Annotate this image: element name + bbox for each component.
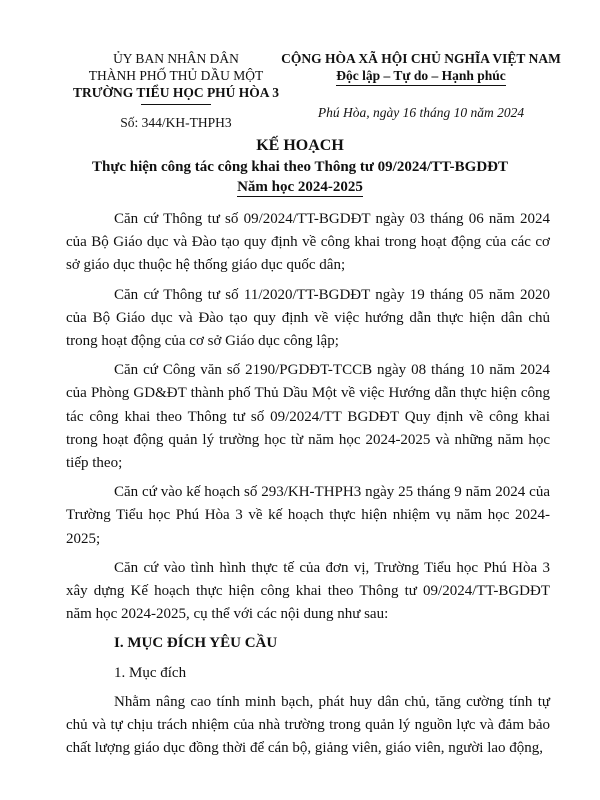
purpose-paragraph: Nhằm nâng cao tính minh bạch, phát huy dân chủ, tăng cường tính tự chủ và tự chịu trách nhiệm của nhà trường trong quản lý nguồn lực và đảm bảo chất lượng giáo dục đồng thời để cán bộ, giảng viên, giáo viên, người lao động, (66, 693, 550, 757)
document-title (40, 136, 560, 197)
legal-basis-paragraph: Căn cứ vào tình hình thực tế của đơn vị, Trường Tiểu học Phú Hòa 3 xây dựng Kế hoạch thực hiện công khai theo Thông tư 09/2024/TT-BGDĐT năm học 2024-2025, cụ thể với các nội dung như sau: (66, 559, 550, 623)
legal-basis-paragraph: Căn cứ vào kế hoạch số 293/KH-THPH3 ngày 25 tháng 9 năm 2024 của Trường Tiểu học Phú Hòa 3 về kế hoạch thực hiện nhiệm vụ năm học 2024-2025; (66, 484, 550, 547)
national-motto: Độc lập – Tự do – Hạnh phúc (336, 67, 506, 86)
legal-basis-paragraph: Căn cứ Thông tư số 09/2024/TT-BGDĐT ngày 03 tháng 06 năm 2024 của Bộ Giáo dục và Đào tạo quy định về công khai trong hoạt động của các cơ sở giáo dục thuộc hệ thống giáo dục quốc dân; (66, 211, 550, 274)
authority-line-2: THÀNH PHỐ THỦ DẦU MỘT (88, 68, 264, 83)
authority-line-1: ỦY BAN NHÂN DÂN (113, 51, 239, 66)
title-line-1: KẾ HOẠCH (256, 137, 344, 154)
document-number: Số: 344/KH-THPH3 (120, 115, 232, 130)
legal-basis-paragraph: Căn cứ Công văn số 2190/PGDĐT-TCCB ngày 08 tháng 10 năm 2024 của Phòng GD&ĐT thành phố Thủ Dầu Một về việc Hướng dẫn thực hiện công tác công khai theo Thông tư số 09/2024/TT BGDĐT Quy định về công khai trong hoạt động quản lý trường học từ năm học 2024-2025 và những năm học tiếp theo; (66, 362, 550, 472)
issuer-underline (141, 104, 211, 105)
legal-basis-paragraph: Căn cứ Thông tư số 11/2020/TT-BGDĐT ngày 19 tháng 05 năm 2020 của Bộ Giáo dục và Đào tạo quy định về việc hướng dẫn thực hiện dân chủ trong hoạt động của cơ sở Giáo dục công lập; (66, 286, 550, 350)
school-name: TRƯỜNG TIỂU HỌC PHÚ HÒA 3 (73, 85, 279, 100)
issuer-header (66, 50, 286, 131)
nation-name: CỘNG HÒA XÃ HỘI CHỦ NGHĨA VIỆT NAM (281, 51, 561, 66)
subsection-heading: 1. Mục đích (114, 664, 187, 681)
title-line-3: Năm học 2024-2025 (237, 179, 363, 195)
national-header (276, 50, 566, 121)
issue-date: Phú Hòa, ngày 16 tháng 10 năm 2024 (317, 105, 525, 120)
document-body (66, 208, 550, 766)
section-heading: I. MỤC ĐÍCH YÊU CẦU (114, 635, 278, 652)
title-line-2: Thực hiện công tác công khai theo Thông tư 09/2024/TT-BGDĐT (92, 159, 508, 175)
